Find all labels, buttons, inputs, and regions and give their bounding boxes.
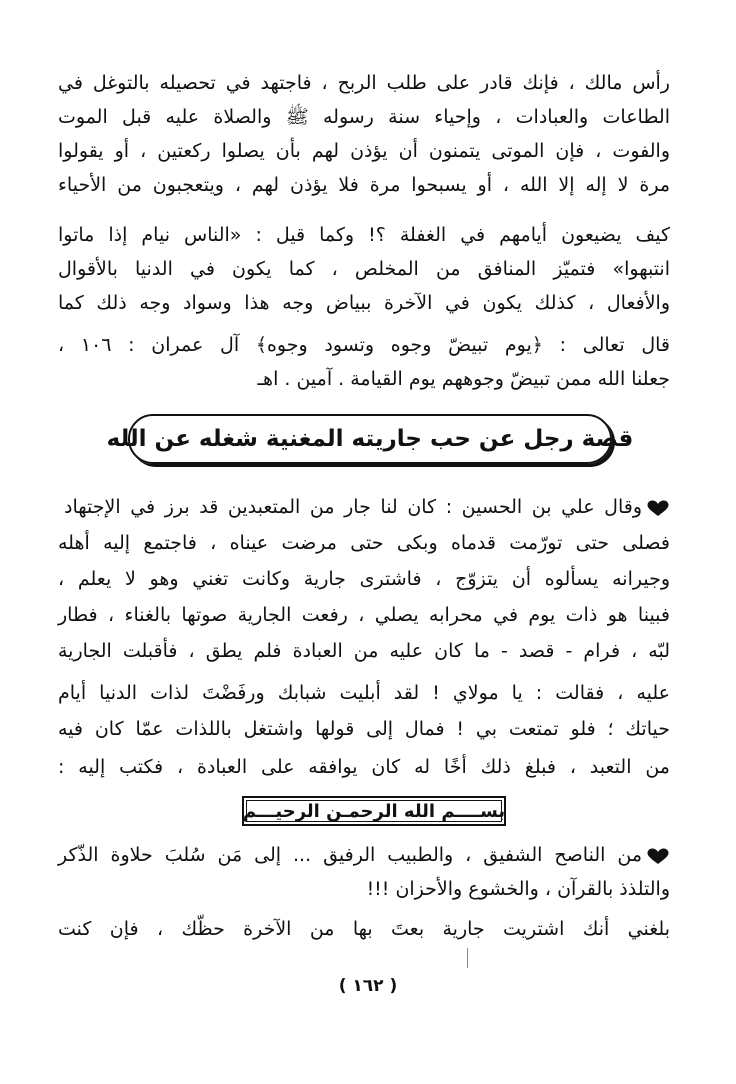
- text-line: جعلنا الله ممن تبيضّ وجوههم يوم القيامة . آمين . اهـ: [257, 368, 670, 390]
- scan-mark: [467, 948, 468, 968]
- text-line: قال تعالى : ﴿يوم تبيضّ وجوه وتسود وجوه﴾ آل عمران : ١٠٦ ،: [58, 334, 670, 356]
- text-line: [58, 840, 670, 870]
- page-number: ( ١٦٢ ): [338, 976, 398, 996]
- section-title-box: [106, 414, 634, 464]
- section-title: قصة رجل عن حب جاريته المغنية شغله عن الله: [106, 426, 634, 452]
- text-line: الطاعات والعبادات ، وإحياء سنة رسوله ﷺ والصلاة عليه قبل الموت: [58, 106, 670, 128]
- text-line: فصلى حتى تورّمت قدماه وبكى حتى مرضت عيناه ، فاجتمع إليه أهله: [58, 532, 670, 554]
- text-line: لبّه ، فرام - قصد - ما كان عليه من العبادة فلم يطق ، فأقبلت الجارية: [58, 640, 670, 662]
- text-line: عليه ، فقالت : يا مولاي ! لقد أبليت شبابك ورفَضْتَ لذات الدنيا أيام: [58, 682, 670, 704]
- basmala-box: [242, 796, 506, 826]
- story-line-text: وقال علي بن الحسين : كان لنا جار من المتعبدين قد برز في الإجتهاد: [64, 496, 642, 518]
- text-line: وجيرانه يسألوه أن يتزوّج ، فاشترى جارية وكانت تغني وهو لا يعلم ،: [58, 568, 670, 590]
- letter-line-text: من الناصح الشفيق ، والطبيب الرفيق ... إلى مَن سُلبَ حلاوة الذّكر: [58, 844, 642, 866]
- text-line: والفوت ، فإن الموتى يتمنون أن يؤذن لهم بأن يصلوا ركعتين ، أو يقولوا: [58, 140, 670, 162]
- text-line: والأفعال ، كذلك يكون في الآخرة ببياض وجه هذا وسواد وجه ذلك كما: [58, 292, 670, 314]
- text-line: مرة لا إله إلا الله ، أو يسبحوا مرة فلا يؤذن لهم ، ويتعجبون من الأحياء: [58, 174, 670, 196]
- text-line: من التعبد ، فبلغ ذلك أخًا له كان يوافقه على العبادة ، فكتب إليه :: [58, 756, 670, 778]
- text-line: كيف يضيعون أيامهم في الغفلة ؟! وكما قيل : «الناس نيام إذا ماتوا: [58, 224, 670, 246]
- text-line: بلغني أنك اشتريت جارية بعتَ بها من الآخرة حظّك ، فإن كنت: [58, 918, 670, 940]
- text-line: [64, 492, 670, 522]
- heart-icon: [646, 847, 670, 865]
- text-line: فبينا هو ذات يوم في محرابه يصلي ، رفعت الجارية صوتها بالغناء ، فطار: [58, 604, 670, 626]
- text-line: انتبهوا» فتميّز المنافق من المخلص ، كما يكون في الدنيا بالأقوال: [58, 258, 670, 280]
- heart-icon: [646, 499, 670, 517]
- text-line: والتلذذ بالقرآن ، والخشوع والأحزان !!!: [366, 878, 670, 900]
- text-line: حياتك ؛ فلو تمتعت بي ! فمال إلى قولها واشتغل باللذات عمّا كان فيه: [58, 718, 670, 740]
- basmala-text: بســــم الله الرحمـن الرحيـــم: [242, 800, 506, 822]
- text-line: رأس مالك ، فإنك قادر على طلب الربح ، فاجتهد في تحصيله بالتوغل في: [58, 72, 670, 94]
